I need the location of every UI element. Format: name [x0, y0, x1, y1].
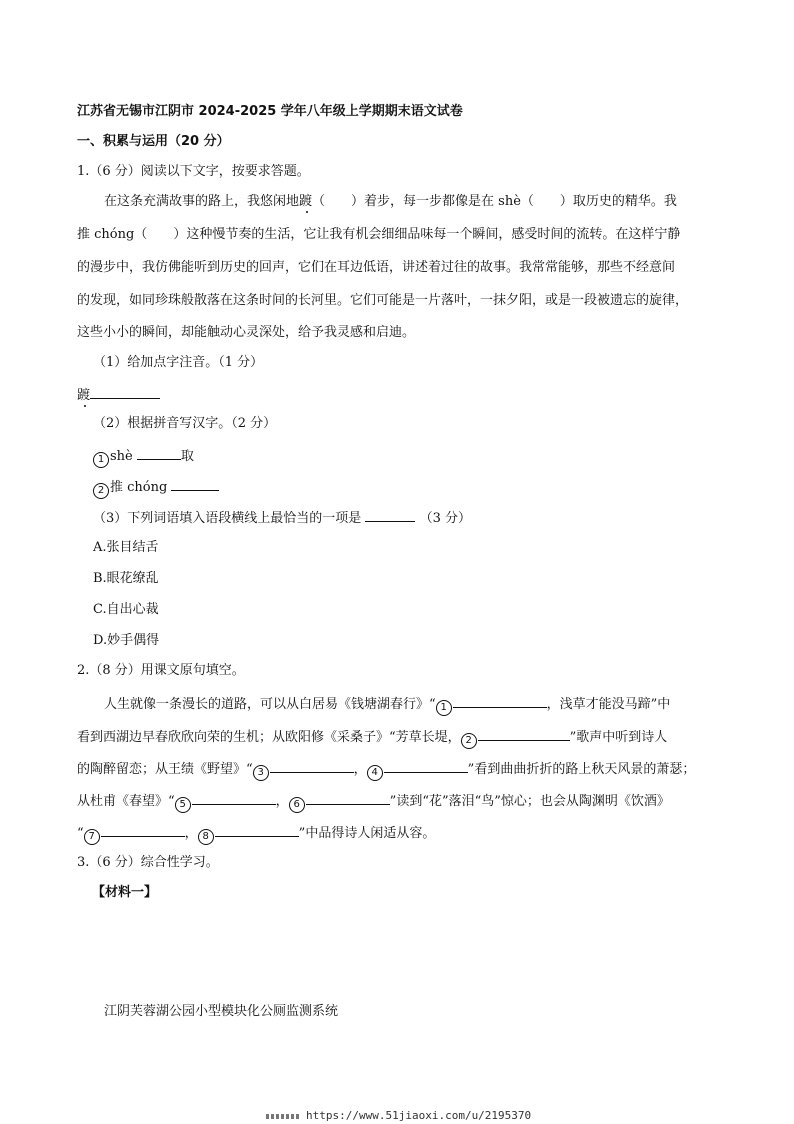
answer-blank[interactable] [306, 791, 390, 805]
fill-line-4: 从杜甫《春望》“ 5 ， 6 ”读到“花”落泪“鸟”惊心；也会从陶渊明《饮酒》 [77, 791, 670, 813]
exam-title: 江苏省无锡市江阴市 2024-2025 学年八年级上学期期末语文试卷 [77, 104, 463, 119]
footer-url: https://www.51jiaoxi.com/u/2195370 [306, 1109, 532, 1122]
option-a: A.张目结舌 [93, 540, 159, 555]
option-d: D.妙手偶得 [93, 633, 160, 648]
question-1-heading: 1.（6 分）阅读以下文字，按要求答题。 [77, 164, 310, 179]
passage-line-1: 在这条充满故事的路上，我悠闲地踱（ ）着步，每一步都像是在 shè（ ）取历史的精华。我 [104, 194, 677, 209]
fill-line-2: 看到西湖边早春欣欣向荣的生机；从欧阳修《采桑子》“芳草长堤， 2 ”歌声中听到诗人 [77, 727, 667, 749]
circled-number: 1 [93, 452, 109, 468]
answer-blank[interactable] [90, 385, 160, 399]
circled-number: 2 [93, 483, 109, 499]
dotted-character: 踱 [299, 194, 313, 209]
answer-blank[interactable] [365, 508, 415, 522]
fill-line-1: 人生就像一条漫长的道路，可以从白居易《钱塘湖春行》“ 1 ，浅草才能没马蹄”中 [104, 694, 670, 716]
passage-line-3: 的漫步中，我仿佛能听到历史的回声，它们在耳边低语，讲述着过往的故事。我常常能够，那些不经意间 [77, 260, 676, 275]
passage-line-2: 推 chóng（ ）这种慢节奏的生活，它让我有机会细细品味每一个瞬间，感受时间的流转。在这样宁静 [77, 227, 681, 242]
passage-line-4: 的发现，如同珍珠般散落在这条时间的长河里。它们可能是一片落叶，一抹夕阳，或是一段被遗忘的旋律， [77, 293, 689, 308]
subquestion-2: （2）根据拼音写汉字。（2 分） [93, 416, 277, 431]
answer-blank[interactable] [171, 477, 219, 491]
answer-blank[interactable] [384, 759, 468, 773]
answer-blank[interactable] [270, 759, 354, 773]
watermark-mark [266, 1114, 300, 1119]
answer-blank[interactable] [137, 446, 181, 460]
subquestion-1: （1）给加点字注音。（1 分） [93, 355, 264, 370]
section-heading: 一、积累与运用（20 分） [77, 134, 230, 149]
passage-line-5: 这些小小的瞬间，却能触动心灵深处，给予我灵感和启迪。 [77, 325, 416, 340]
fill-line-5: “ 7 ， 8 ”中品得诗人闲适从容。 [77, 823, 435, 845]
option-b: B.眼花缭乱 [93, 571, 159, 586]
footer-watermark [266, 1109, 531, 1122]
question-3-heading: 3.（6 分）综合性学习。 [77, 855, 219, 870]
answer-blank[interactable] [101, 823, 185, 837]
question-2-heading: 2.（8 分）用课文原句填空。 [77, 663, 245, 678]
material-label: 【材料一】 [92, 885, 158, 900]
answer-blank[interactable] [215, 823, 299, 837]
subquestion-1-answer: 踱 [77, 385, 160, 405]
subquestion-3: （3）下列词语填入语段横线上最恰当的一项是 （3 分） [93, 508, 471, 528]
subquestion-2-item-1: 1 shè 取 [93, 446, 194, 468]
subquestion-2-item-2: 2 推 chóng [93, 477, 219, 499]
option-c: C.自出心裁 [93, 602, 159, 617]
answer-blank[interactable] [478, 727, 570, 741]
answer-blank[interactable] [453, 694, 547, 708]
figure-caption: 江阴芙蓉湖公园小型模块化公厕监测系统 [104, 1004, 339, 1019]
fill-line-3: 的陶醉留恋；从王绩《野望》“ 3 ， 4 ”看到曲曲折折的路上秋天风景的萧瑟； [77, 759, 695, 781]
answer-blank[interactable] [192, 791, 276, 805]
